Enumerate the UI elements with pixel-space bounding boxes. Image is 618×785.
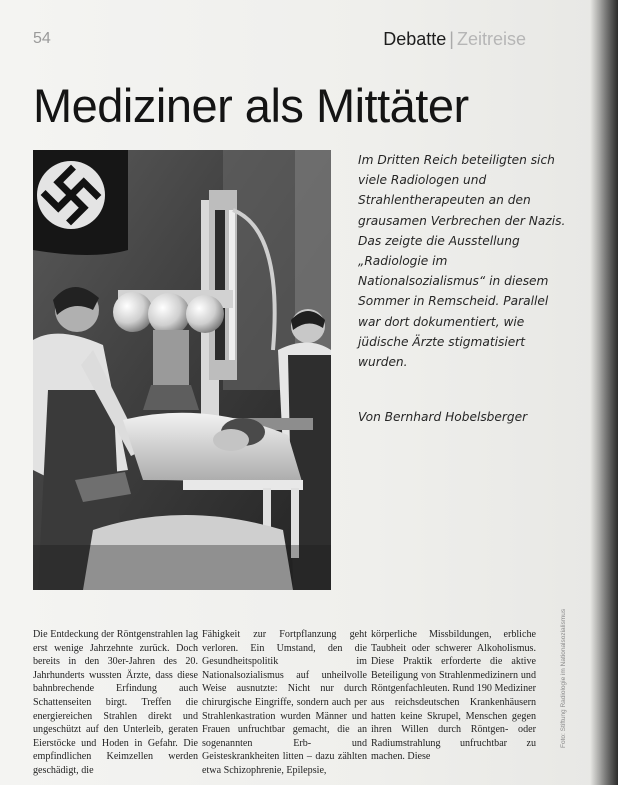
article-lead <box>358 150 570 372</box>
article-photo <box>33 150 331 590</box>
body-column-1 <box>33 628 198 778</box>
page-number: 54 <box>33 30 51 47</box>
body-column-3 <box>371 628 536 764</box>
body-paragraph: körperliche Missbildungen, erbliche Taubheit oder schwerer Alkoholismus. Diese Praktik erforderte die aktive Beteiligung von Strahlenmedizinern und Röntgenfachleuten. Rund 190 Mediziner aus reichsdeutschen Krankenhäusern hatten keine Skrupel, Menschen gegen ihren Willen durch Röntgen- oder Radiumstrahlung unfruchtbar zu machen. Diese <box>371 629 536 763</box>
article-byline: Von Bernhard Hobelsberger <box>358 410 528 424</box>
article-headline: Mediziner als Mittäter <box>33 79 469 132</box>
lead-text: Im Dritten Reich beteiligten sich viele Radiologen und Strahlentherapeuten an den grausamen Verbrechen der Nazis. Das zeigte die Ausstellung „Radiologie im Nationalsozialismus“ in diesem Sommer in Remscheid. Parallel war dort dokumentiert, wie jüdische Ärzte stigmatisiert wurden. <box>358 153 566 370</box>
body-paragraph: Fähigkeit zur Fortpflanzung geht verloren. Ein Umstand, den die Gesundheitspolitik im Nationalsozialismus auf unheilvolle Weise ausnutzte: Nicht nur durch chirurgische Eingriffe, sondern auch per Strahlenkastration wurden Männer und Frauen unfruchtbar gemacht, die an sogenannten Erb- und Geisteskrankheiten litten – dazu zählten etwa Schizophrenie, Epilepsie, <box>202 629 367 776</box>
photo-illustration <box>33 150 331 590</box>
section-divider: | <box>449 29 454 49</box>
subsection-label: Zeitreise <box>456 29 526 49</box>
body-paragraph: Die Entdeckung der Röntgenstrahlen lag erst wenige Jahrzehnte zurück. Doch bereits in den 30er-Jahren des 20. Jahrhunderts wussten Ärzte, dass diese bahnbrechende Erfindung auch Schattenseiten birgt. Treffen die energiereichen Strahlen direkt und ungeschützt auf den Unterleib, geraten Eierstöcke und Hoden in Gefahr. Die empfindlichen Keimzellen werden geschädigt, die <box>33 629 198 776</box>
section-header <box>383 29 526 50</box>
page-edge-shadow <box>590 0 618 785</box>
body-column-2 <box>202 628 367 778</box>
photo-credit: Foto: Stiftung Radiologie im Nationalsozialismus <box>560 608 567 748</box>
section-label: Debatte <box>383 29 447 49</box>
